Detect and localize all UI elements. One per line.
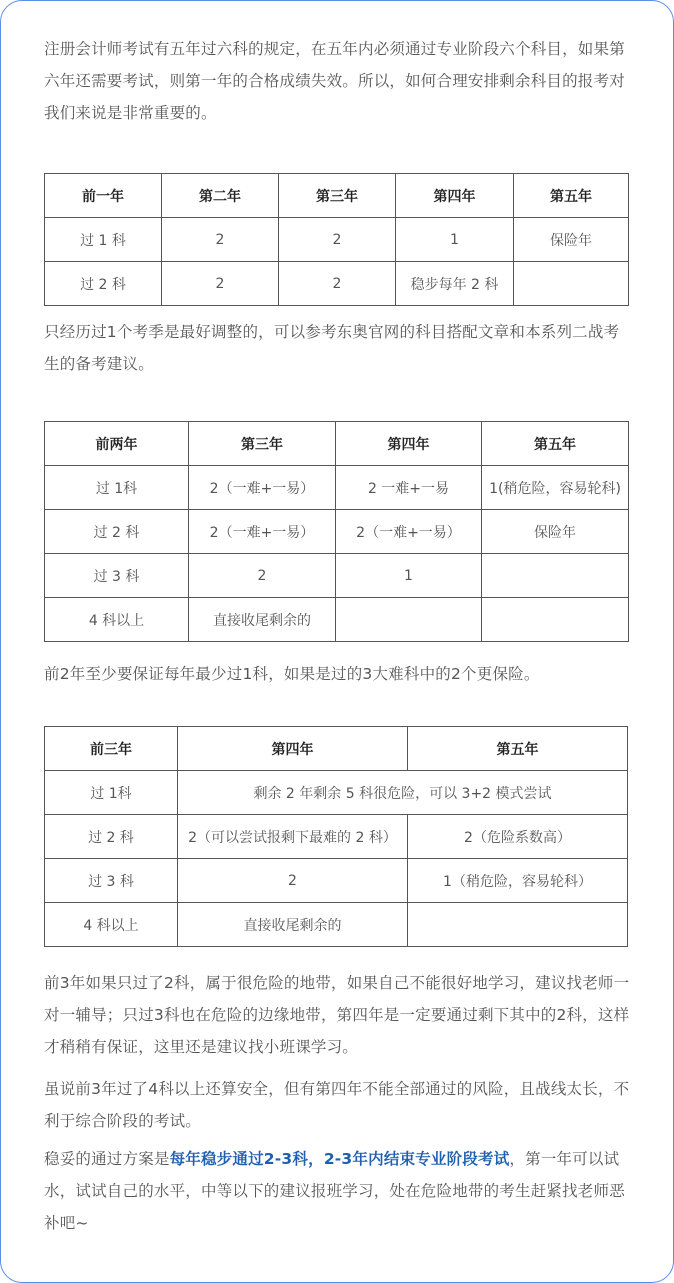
table-header-row [45, 727, 628, 771]
table-cell: 2 [162, 262, 279, 306]
table-row [45, 859, 628, 903]
table-cell: 2 [189, 554, 336, 598]
row-label: 过 2 科 [45, 262, 162, 306]
table-first-three-years [44, 726, 628, 947]
table-cell: 2 [178, 859, 408, 903]
conclusion-paragraph [44, 1143, 632, 1239]
table-header-cell: 第二年 [162, 174, 279, 218]
table-cell: 1 [336, 554, 482, 598]
table-cell: 1 [396, 218, 514, 262]
row-label: 过 1科 [45, 466, 189, 510]
table-first-two-years [44, 421, 629, 642]
table-header-cell: 第三年 [189, 422, 336, 466]
row-label: 过 3 科 [45, 554, 189, 598]
table-header-cell: 第五年 [482, 422, 629, 466]
table-cell: 2 [279, 262, 396, 306]
table-corner-header: 前一年 [45, 174, 162, 218]
table-cell: 2（一难+一易） [336, 510, 482, 554]
table-cell [482, 598, 629, 642]
table-corner-header: 前三年 [45, 727, 178, 771]
conclusion-prefix: 稳妥的通过方案是 [44, 1150, 170, 1168]
paragraph-after-table3-a: 前3年如果只过了2科，属于很危险的地带，如果自己不能很好地学习，建议找老师一对一辅导；只过3科也在危险的边缘地带，第四年是一定要通过剩下其中的2科，这样才稍稍有保证，这里还是建议找小班课学习。 [44, 974, 630, 1056]
table-cell: 1(稍危险，容易轮科) [482, 466, 629, 510]
table-first-year [44, 173, 629, 306]
table-row [45, 218, 629, 262]
row-label: 4 科以上 [45, 903, 178, 947]
table-cell: 直接收尾剩余的 [178, 903, 408, 947]
table-cell: 稳步每年 2 科 [396, 262, 514, 306]
table-row [45, 771, 628, 815]
table-corner-header: 前两年 [45, 422, 189, 466]
row-label: 过 1科 [45, 771, 178, 815]
conclusion-highlight: 每年稳步通过2-3科，2-3年内结束专业阶段考试 [169, 1150, 510, 1168]
row-label: 过 2 科 [45, 815, 178, 859]
table-cell: 2（一难+一易） [189, 466, 336, 510]
table-header-cell: 第四年 [396, 174, 514, 218]
table-header-row [45, 174, 629, 218]
table-row [45, 262, 629, 306]
table-header-row [45, 422, 629, 466]
table-row [45, 510, 629, 554]
table-cell: 直接收尾剩余的 [189, 598, 336, 642]
table-row [45, 903, 628, 947]
table-header-cell: 第五年 [408, 727, 628, 771]
table-header-cell: 第四年 [178, 727, 408, 771]
row-label: 过 3 科 [45, 859, 178, 903]
table-row [45, 598, 629, 642]
paragraph-after-table1: 只经历过1个考季是最好调整的，可以参考东奥官网的科目搭配文章和本系列二战考生的备考建议。 [44, 323, 620, 373]
table-cell [408, 903, 628, 947]
table-cell: 2 一难+一易 [336, 466, 482, 510]
table-header-cell: 第三年 [279, 174, 396, 218]
table-cell: 2（危险系数高） [408, 815, 628, 859]
row-label: 4 科以上 [45, 598, 189, 642]
paragraph-after-table3-b: 虽说前3年过了4科以上还算安全，但有第四年不能全部通过的风险，且战线太长，不利于综合阶段的考试。 [44, 1080, 630, 1130]
table-header-cell: 第四年 [336, 422, 482, 466]
table-row [45, 466, 629, 510]
table-cell: 2（一难+一易） [189, 510, 336, 554]
table-cell [514, 262, 629, 306]
table-cell: 保险年 [514, 218, 629, 262]
table-header-cell: 第五年 [514, 174, 629, 218]
table-cell: 2（可以尝试报剩下最难的 2 科） [178, 815, 408, 859]
table-cell [336, 598, 482, 642]
conclusion-suffix: ，第一年可以试水，试试自己的水平，中等以下的建议报班学习，处在危险地带的考生赶紧找老师恶补吧~ [44, 1150, 625, 1232]
table-cell: 1（稍危险，容易轮科） [408, 859, 628, 903]
paragraph-after-table2: 前2年至少要保证每年最少过1科，如果是过的3大难科中的2个更保险。 [44, 665, 540, 683]
row-label: 过 2 科 [45, 510, 189, 554]
intro-paragraph: 注册会计师考试有五年过六科的规定，在五年内必须通过专业阶段六个科目，如果第六年还需要考试，则第一年的合格成绩失效。所以，如何合理安排剩余科目的报考对我们来说是非常重要的。 [44, 40, 625, 122]
table-row [45, 554, 629, 598]
row-label: 过 1 科 [45, 218, 162, 262]
table-row [45, 815, 628, 859]
table-cell: 2 [279, 218, 396, 262]
table-cell: 保险年 [482, 510, 629, 554]
table-cell-merged: 剩余 2 年剩余 5 科很危险，可以 3+2 模式尝试 [178, 771, 628, 815]
table-cell [482, 554, 629, 598]
table-cell: 2 [162, 218, 279, 262]
